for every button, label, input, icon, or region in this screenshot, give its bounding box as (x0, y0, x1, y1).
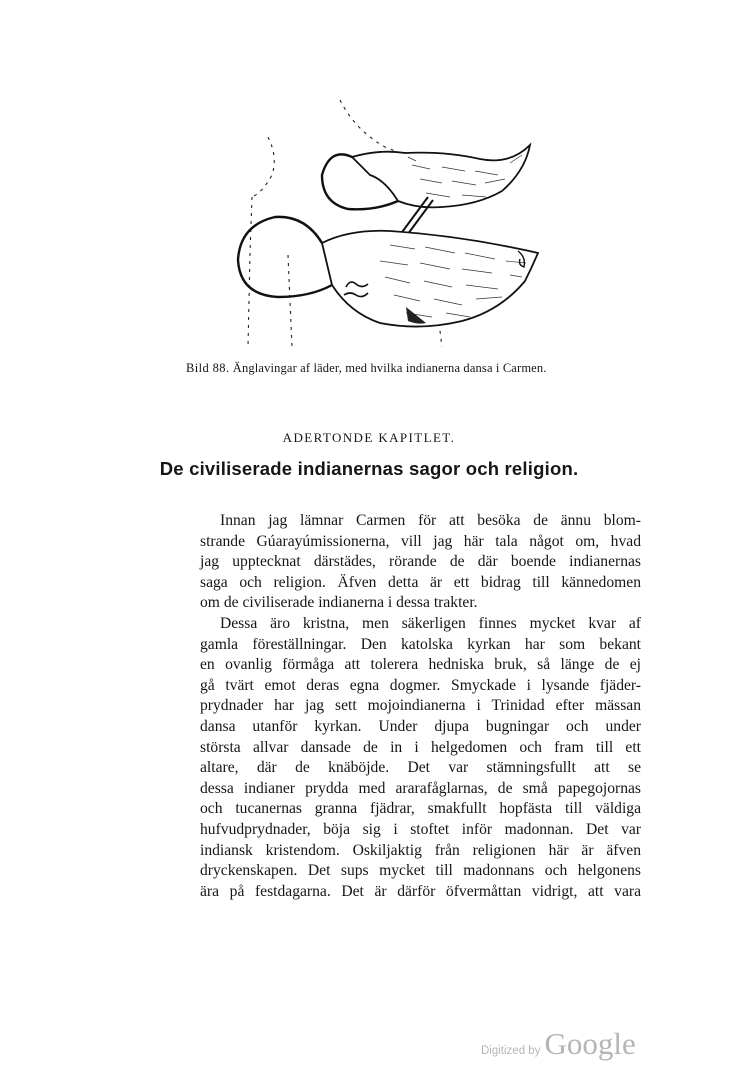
body-line: strande Gúarayúmissionerna, vill jag här tala något om, hvad (200, 532, 641, 550)
digitized-watermark (481, 1026, 636, 1062)
body-line: gå tvärt emot deras egna dogmer. Smyckade i lysande fjäder- (200, 676, 641, 694)
body-line: gamla föreställningar. Den katolska kyrkan har som bekant (200, 635, 641, 653)
body-line: altare, där de knäböjde. Det var stämningsfullt att se (200, 759, 641, 777)
body-line: om de civiliserade indianerna i dessa trakter. (200, 594, 478, 612)
body-line: jag upptecknat därstädes, rörande de där boende indianernas (200, 553, 641, 571)
body-text (200, 511, 641, 902)
lower-wing-strap (238, 217, 332, 297)
body-line: dessa indianer prydda med ararafåglarnas, de små papegojornas (200, 779, 641, 797)
body-line: ära på festdagarna. Det är därför öfvermåttan vidrigt, att vara (200, 882, 641, 900)
chapter-heading: ADERTONDE KAPITLET. (282, 430, 456, 445)
body-line: dryckenskapen. Det sups mycket till madonnans och helgonens (200, 862, 641, 880)
body-line: indiansk kristendom. Oskiljaktig från religionen här är äfven (200, 841, 641, 859)
figure-caption-label: Bild 88. (186, 361, 230, 375)
figure-caption-text: Änglavingar af läder, med hvilka indianerna dansa i Carmen. (232, 361, 547, 375)
body-line: prydnader har jag sett mojoindianerna i Trinidad efter mässan (200, 697, 641, 715)
lower-wing-body (322, 231, 538, 327)
body-line: en ovanlig förmåga att tolerera hedniska bruk, så länge de ej (200, 656, 641, 674)
body-line: saga och religion. Äfven detta är ett bidrag till kännedomen (200, 573, 641, 591)
chapter-title: De civiliserade indianernas sagor och religion. (159, 458, 579, 479)
body-line: största allvar dansade de in i helgedomen och fram till ett (200, 738, 641, 756)
body-line: och tucanernas granna fjädrar, smakfullt hopfästa till väldiga (200, 800, 641, 818)
upper-wing-body (352, 145, 530, 207)
figure-caption (186, 361, 626, 376)
angel-wings-illustration (180, 85, 550, 360)
body-line: Innan jag lämnar Carmen för att besöka de ännu blom- (220, 512, 641, 529)
watermark-prefix: Digitized by (481, 1045, 541, 1057)
body-line: Dessa äro kristna, men säkerligen finnes mycket kvar af (220, 614, 641, 632)
figure-angel-wings (180, 85, 550, 360)
watermark-brand: Google (544, 1026, 636, 1061)
body-line: hufvudprydnader, böja sig i stoftet inför madonnan. Det var (200, 820, 641, 838)
body-line: dansa utanför kyrkan. Under djupa bugningar och under (200, 717, 641, 735)
